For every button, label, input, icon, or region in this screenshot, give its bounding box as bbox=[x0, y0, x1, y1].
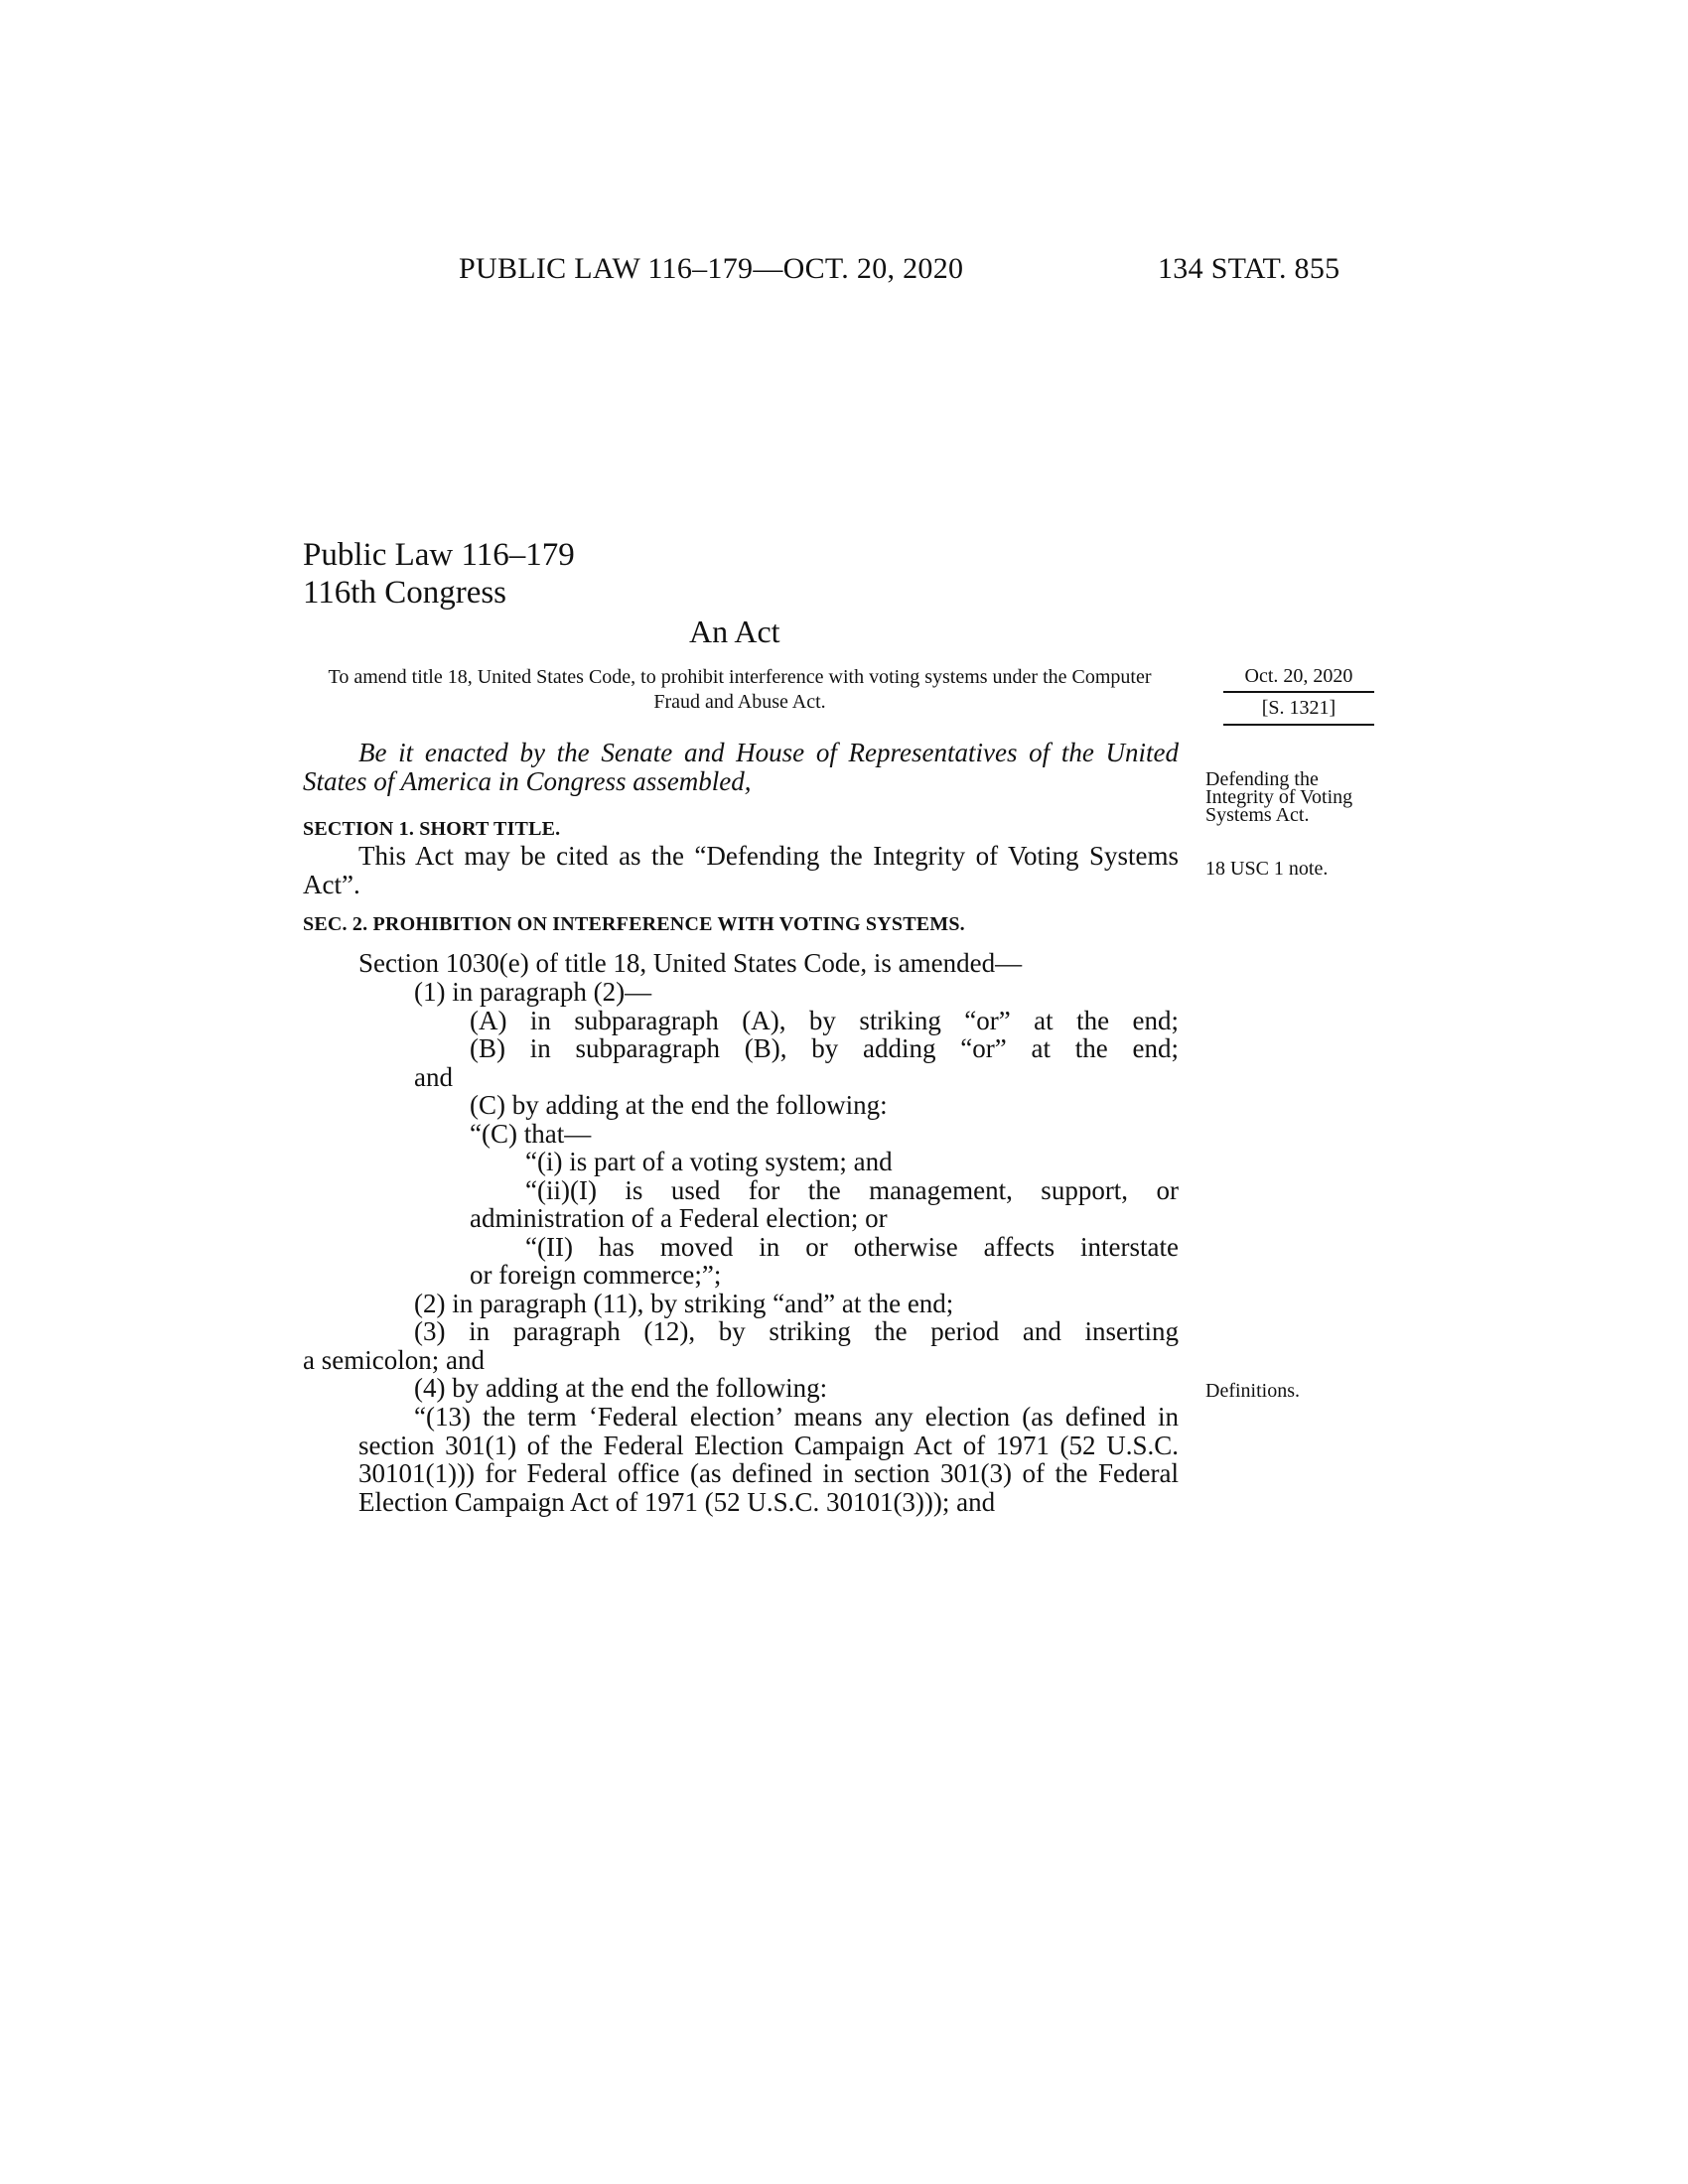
running-header-page-number: 134 STAT. 855 bbox=[1158, 252, 1340, 285]
paragraph-4: (4) by adding at the end the following: bbox=[414, 1373, 828, 1403]
margin-note-short-title: Defending the Integrity of Voting Systems Act. bbox=[1205, 768, 1353, 826]
section-2-intro: Section 1030(e) of title 18, United States Code, is amended— bbox=[358, 948, 1023, 978]
quoted-paragraph-13: “(13) the term ‘Federal election’ means any election (as defined in section 301(1) of the Federal Election Campaign Act of 1971 (52 U.S.C. 30101(1))) for Federal office (as defined in section 301(3) of the Federal Election Campaign Act of 1971 (52 U.S.C. 30101(3))); and bbox=[358, 1402, 1179, 1517]
quoted-subclause-II: “(II) has moved in or otherwise affects interstate bbox=[525, 1232, 1179, 1262]
subparagraph-1C: (C) by adding at the end the following: bbox=[470, 1090, 888, 1120]
congress-number: 116th Congress bbox=[303, 575, 507, 611]
bill-number: [S. 1321] bbox=[1223, 693, 1374, 726]
public-law-number: Public Law 116–179 bbox=[303, 537, 575, 573]
quoted-clause-i: “(i) is part of a voting system; and bbox=[525, 1147, 893, 1176]
subparagraph-1A: (A) in subparagraph (A), by striking “or” at the end; bbox=[470, 1006, 1179, 1035]
margin-note-definitions: Definitions. bbox=[1205, 1380, 1300, 1402]
quoted-subparagraph-C: “(C) that— bbox=[470, 1119, 592, 1149]
paragraph-1: (1) in paragraph (2)— bbox=[414, 977, 652, 1007]
an-act-heading: An Act bbox=[689, 614, 780, 649]
act-purpose: To amend title 18, United States Code, to prohibit interference with voting systems under the Computer Fraud and Abuse Act. bbox=[328, 666, 1152, 713]
section-1-heading: SECTION 1. SHORT TITLE. bbox=[303, 818, 561, 840]
subparagraph-1B: (B) in subparagraph (B), by adding “or” at the end; bbox=[470, 1033, 1179, 1063]
section-2-heading: SEC. 2. PROHIBITION ON INTERFERENCE WITH VOTING SYSTEMS. bbox=[303, 913, 965, 935]
enactment-date-box bbox=[1223, 665, 1374, 726]
paragraph-3: (3) in paragraph (12), by striking the period and inserting bbox=[414, 1316, 1179, 1346]
margin-note-usc: 18 USC 1 note. bbox=[1205, 858, 1329, 880]
running-header-left: PUBLIC LAW 116–179—OCT. 20, 2020 bbox=[459, 252, 964, 285]
quoted-subclause-II-continued: or foreign commerce;”; bbox=[470, 1260, 722, 1290]
section-1-text: This Act may be cited as the “Defending the Integrity of Voting Systems Act”. bbox=[303, 841, 1179, 899]
subparagraph-1B-continued: and bbox=[414, 1062, 453, 1092]
paragraph-3-continued: a semicolon; and bbox=[303, 1345, 485, 1375]
quoted-clause-ii-I: “(ii)(I) is used for the management, support, or bbox=[525, 1175, 1179, 1205]
paragraph-2: (2) in paragraph (11), by striking “and” at the end; bbox=[414, 1289, 954, 1318]
enacting-clause: Be it enacted by the Senate and House of Representatives of the United States of America in Congress assembled, bbox=[303, 738, 1179, 796]
enactment-date: Oct. 20, 2020 bbox=[1223, 665, 1374, 693]
quoted-clause-ii-I-continued: administration of a Federal election; or bbox=[470, 1203, 888, 1233]
